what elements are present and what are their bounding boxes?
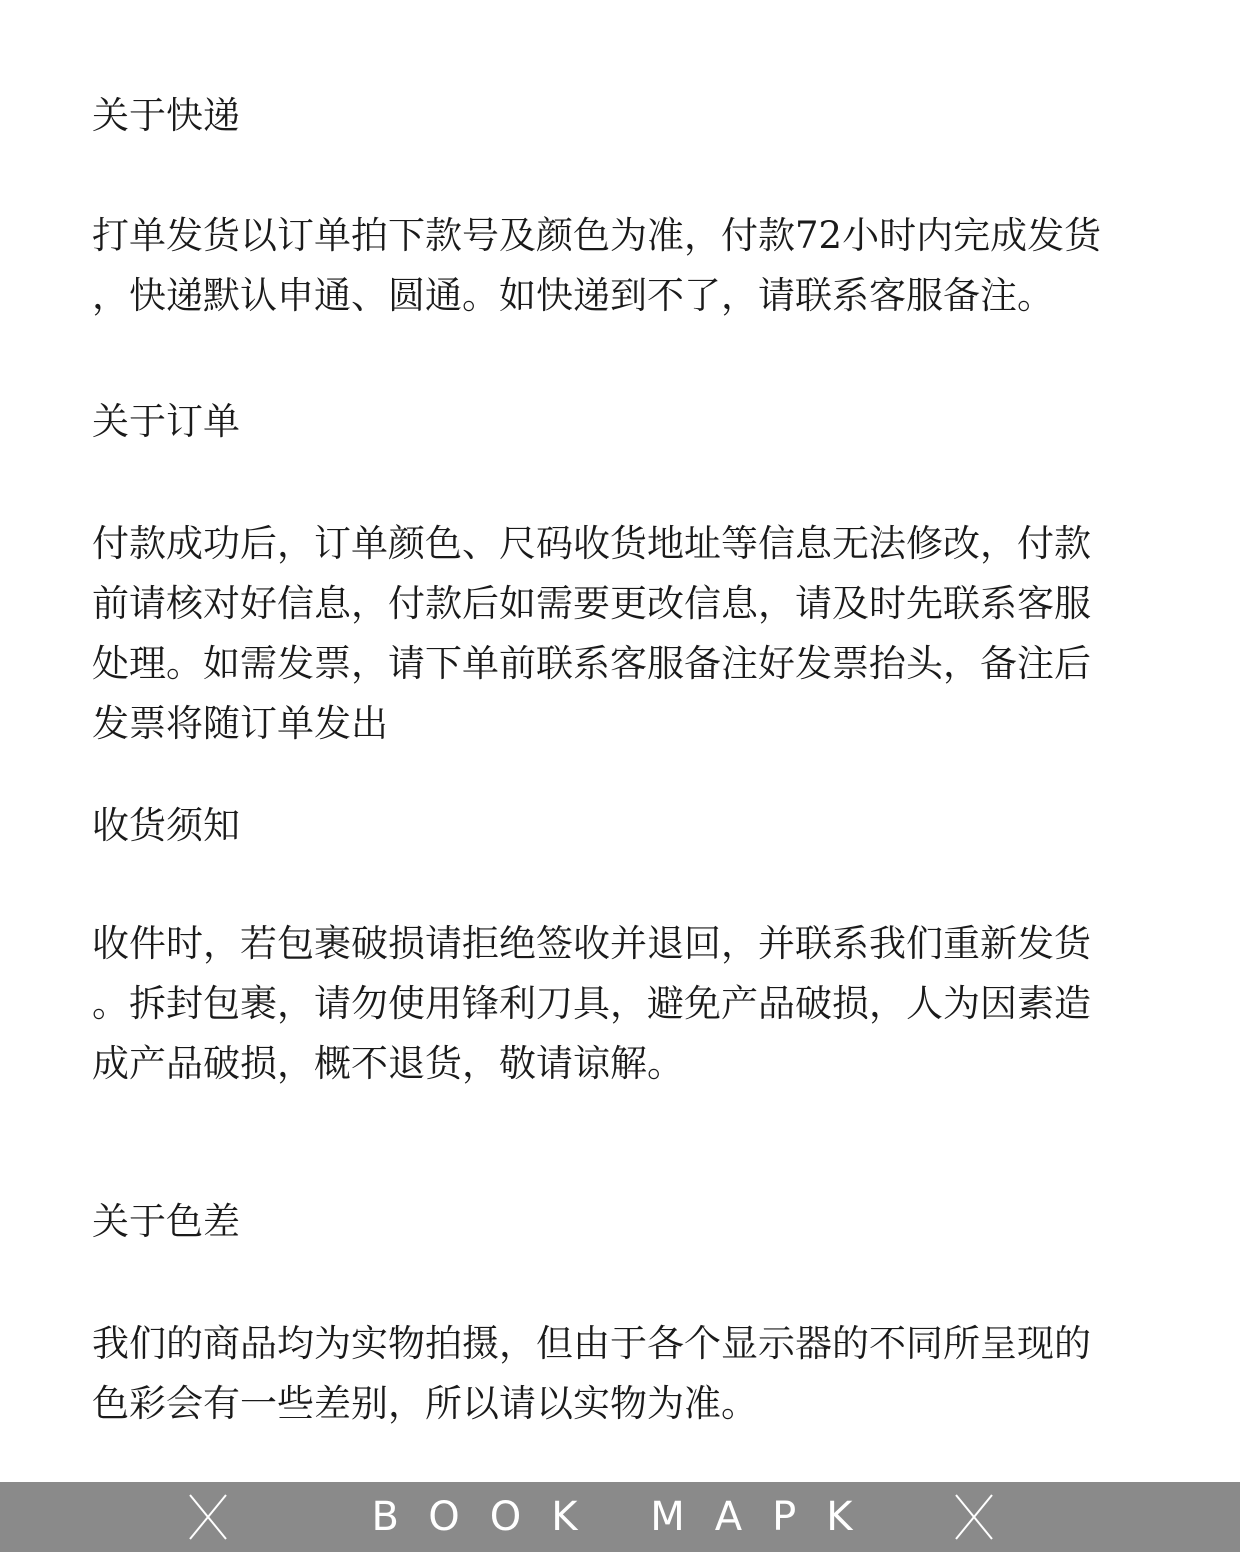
paragraph-color-difference: 我们的商品均为实物拍摄，但由于各个显示器的不同所呈现的 色彩会有一些差别，所以请以实物为准。 [92,1322,1091,1425]
x-mark-icon [952,1492,996,1542]
footer-brand-text: BOOK MAPK [371,1494,883,1540]
heading-order: 关于订单 [92,400,240,443]
paragraph-order: 付款成功后，订单颜色、尺码收货地址等信息无法修改，付款 前请核对好信息，付款后如需要更改信息，请及时先联系客服 处理。如需发票，请下单前联系客服备注好发票抬头，备注后 发票将随订单发出 [92,522,1091,745]
footer-bar [0,1482,1240,1552]
heading-shipping: 关于快递 [92,94,240,137]
paragraph-receiving: 收件时，若包裹破损请拒绝签收并退回，并联系我们重新发货 。拆封包裹，请勿使用锋利刀具，避免产品破损，人为因素造 成产品破损，概不退货，敬请谅解。 [92,922,1091,1085]
paragraph-shipping: 打单发货以订单拍下款号及颜色为准，付款72小时内完成发货 ，快递默认申通、圆通。如快递到不了，请联系客服备注。 [92,214,1102,317]
heading-color-difference: 关于色差 [92,1200,240,1243]
heading-receiving: 收货须知 [92,804,240,847]
